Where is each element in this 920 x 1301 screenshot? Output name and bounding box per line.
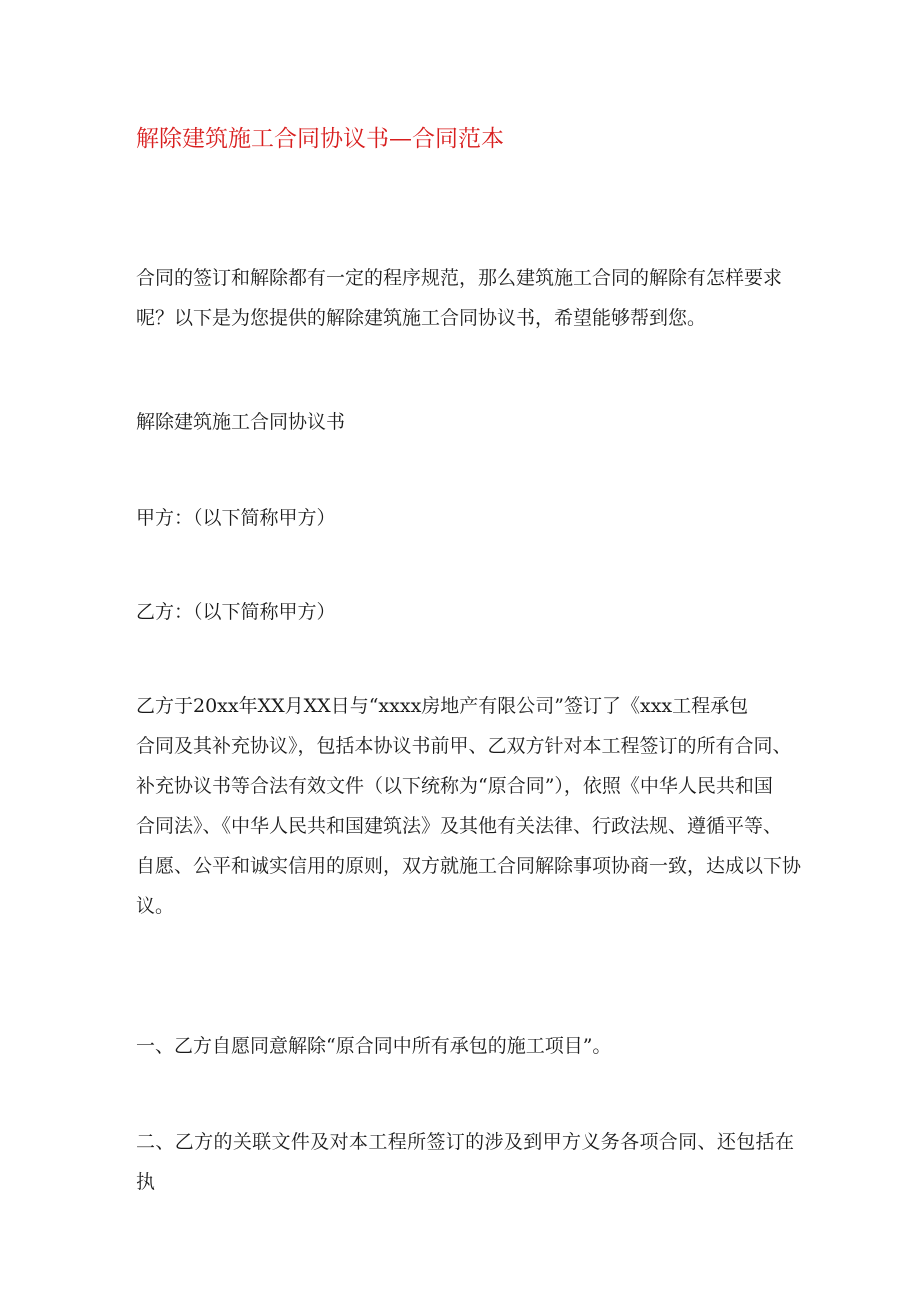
preamble-line: 补充协议书等合法有效文件（以下统称为“原合同”），依照《中华人民共和国 xyxy=(136,775,773,797)
intro-line: 合同的签订和解除都有一定的程序规范，那么建筑施工合同的解除有怎样要求 xyxy=(136,267,783,289)
clause-1: 一、乙方自愿同意解除“原合同中所有承包的施工项目”。 xyxy=(136,1035,612,1057)
preamble-line: 自愿、公平和诚实信用的原则，双方就施工合同解除事项协商一致，达成以下协 xyxy=(136,855,802,877)
preamble-paragraph xyxy=(136,686,802,926)
agreement-subtitle: 解除建筑施工合同协议书 xyxy=(136,411,346,433)
party-b-line: 乙方：（以下简称甲方） xyxy=(136,601,336,623)
intro-paragraph xyxy=(136,258,794,338)
clause-2: 二、乙方的关联文件及对本工程所签订的涉及到甲方义务各项合同、还包括在执 xyxy=(136,1131,794,1193)
preamble-line: 议。 xyxy=(136,895,175,917)
preamble-line: 合同法》、《中华人民共和国建筑法》及其他有关法律、行政法规、遵循平等、 xyxy=(136,815,783,837)
preamble-line: 乙方于20xx年XX月XX日与“xxxx房地产有限公司”签订了《xxx工程承包 xyxy=(136,695,749,717)
intro-line: 呢？以下是为您提供的解除建筑施工合同协议书，希望能够帮到您。 xyxy=(136,307,707,329)
document-title: 解除建筑施工合同协议书—合同范本 xyxy=(136,126,504,152)
preamble-line: 合同及其补充协议》，包括本协议书前甲、乙双方针对本工程签订的所有合同、 xyxy=(136,735,792,757)
party-a-line: 甲方：（以下简称甲方） xyxy=(136,507,336,529)
